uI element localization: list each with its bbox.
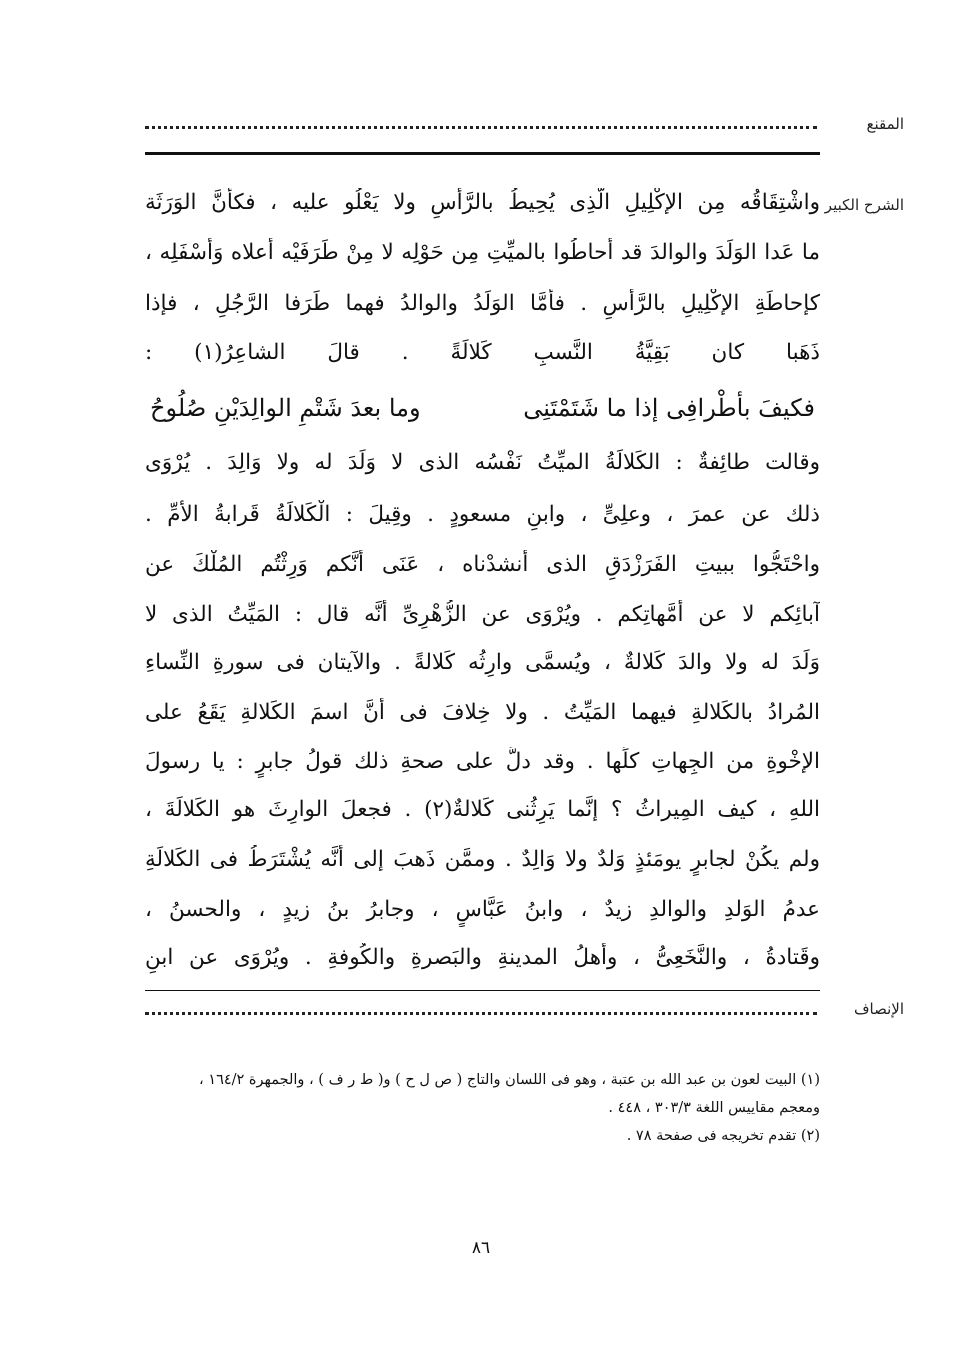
insaf-section-label: الإنصاف (853, 1000, 904, 1018)
commentary-end-rule (145, 990, 820, 991)
commentary-line: آبائِكم لا عن أُمَّهاتِكم . ويُرْوَى عن الزُّهْرِىِّ أنَّه قال : المَيِّتُ الذى لا (145, 602, 820, 627)
commentary-line: الإخْوةِ من الجِهاتِ كلِّها . وقد دلَّ على صحةِ ذلك قولُ جابرٍ : يا رسولَ (145, 749, 820, 774)
commentary-line: كإحاطَةِ الإكْلِيلِ بالرَّأْسِ . فأمَّا الوَلَدُ والوالدُ فهما طَرَفا الرَّجُلِ ، فإذا (145, 291, 820, 316)
commentary-line: وَلَدَ له ولا والدَ كَلالةٌ ، ويُسمَّى وارِثُه كَلالةً . والآيتان فى سورةِ النِّساءِ (145, 650, 820, 675)
verse-hemistich-right: فكيفَ بأطْرافِى إذا ما شَتَمْتَنِى (523, 394, 815, 422)
commentary-line: وقَتادةُ ، والنَّخَعِىُّ ، وأهلُ المدينةِ والبَصرةِ والكُوفةِ . ويُرْوَى عن ابنِ (145, 945, 820, 970)
commentary-line: ذلك عن عمرَ ، وعلِىٍّ ، وابنِ مسعودٍ . وقِيلَ : الْكَلالَةُ قَرابةُ الأُمِّ . (145, 502, 820, 527)
commentary-line: ذَهَبا كان بَقِيَّةُ النَّسبِ كَلالَةً . قالَ الشاعِرُ(١) : (145, 340, 820, 365)
header-dotted-rule (145, 126, 817, 129)
page-number: ٨٦ (471, 1238, 491, 1258)
commentary-line: ما عَدا الوَلَدَ والوالدَ قد أحاطُوا بالميِّتِ مِن حَوْلِه لا مِنْ طَرَفَيْه أعلاه وَأَسْفَلِه ، (145, 240, 820, 265)
commentary-line: واحْتَجُّوا ببيتِ الفَرَزْدَقِ الذى أنشدْناه ، عَنَى أنَّكم وَرِثْتُم المُلْكَ عن (145, 552, 820, 577)
footnote-line: ومعجم مقاييس اللغة ٣٠٣/٣ ، ٤٤٨ . (608, 1100, 820, 1116)
header-section-label: المقنع (866, 115, 904, 133)
footnote-line: (١) البيت لعون بن عبد الله بن عتبة ، وهو فى اللسان والتاج ( ص ل ح ) و( ط ر ف ) ، والجمهرة ١٦٤/٢ ، (198, 1072, 820, 1088)
commentary-line: واشْتِقَاقُه مِن الإكْلِيلِ الّذِى يُحِيطُ بالرَّأْسِ ولا يَعْلُو عليه ، فكأنَّ الوَرَثَة (145, 190, 820, 215)
commentary-section-label: الشرح الكبير (824, 196, 904, 214)
header-thick-rule (145, 152, 820, 155)
commentary-line: عدمُ الوَلدِ والوالدِ زيدٌ ، وابنُ عَبَّاسٍ ، وجابرُ بنُ زيدٍ ، والحسنُ ، (145, 897, 820, 922)
commentary-line: ولم يكُنْ لجابرٍ يومَئذٍ وَلدٌ ولا وَالِدٌ . وممَّن ذَهبَ إلى أنَّه يُشْتَرَطُ فى الكَلالَةِ (145, 847, 820, 872)
footnote-line: (٢) تقدم تخريجه فى صفحة ٧٨ . (626, 1128, 820, 1144)
commentary-line: اللهِ ، كيف المِيراثُ ؟ إنَّما يَرِثُنى كَلالةٌ(٢) . فجعلَ الوارِثَ هو الكَلالَةَ ، (145, 797, 820, 822)
commentary-line: المُرادُ بالكَلالةِ فيهما المَيِّتُ . ولا خِلافَ فى أنَّ اسمَ الكَلالةِ يَقَعُ على (145, 700, 820, 725)
poetry-verse (150, 392, 815, 426)
verse-hemistich-left: وما بعدَ شَتْمِ الوالِدَيْنِ صُلُوحُ (150, 394, 421, 422)
commentary-line: وقالت طائِفةٌ : الكَلالَةُ الميِّتُ نَفْسُه الذى لا وَلَدَ له ولا وَالِدَ . يُرْوَى (145, 450, 820, 475)
insaf-dotted-rule (145, 1012, 817, 1015)
